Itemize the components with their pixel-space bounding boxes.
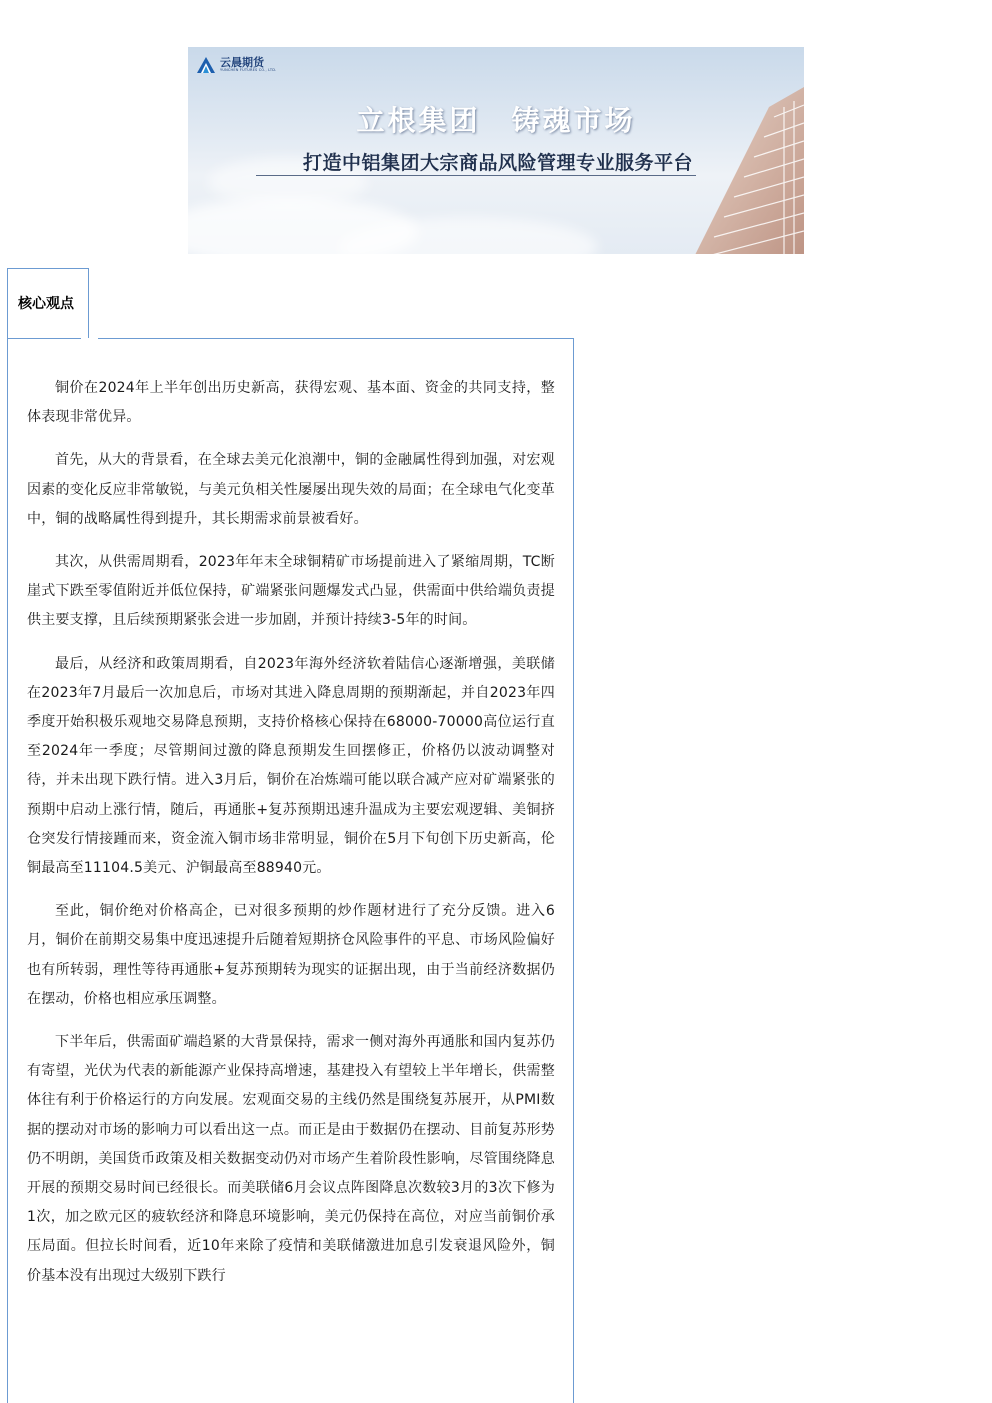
frame-right-border [573,338,574,1403]
subtitle-underline [256,175,696,176]
frame-left-border [7,338,8,1403]
paragraph-summary: 铜价在2024年上半年创出历史新高，获得宏观、基本面、资金的共同支持，整体表现非常优异。 [27,380,555,426]
banner-subtitle: 打造中铝集团大宗商品风险管理专业服务平台 [302,152,693,174]
paragraph-background: 首先，从大的背景看，在全球去美元化浪潮中，铜的金融属性得到加强，对宏观因素的变化反应非常敏锐，与美元负相关性屡屡出现失效的局面；在全球电气化变革中，铜的战略属性得到提升，其长期需求前景被看好。 [27,452,555,527]
paragraph-june-adjustment: 至此，铜价绝对价格高企，已对很多预期的炒作题材进行了充分反馈。进入6月，铜价在前期交易集中度迅速提升后随着短期挤仓风险事件的平息、市场风险偏好也有所转弱，理性等待再通胀+复苏预期转为现实的证据出现，由于当前经济数据仍在摆动，价格也相应承压调整。 [27,903,555,1007]
paragraph-policy-cycle: 最后，从经济和政策周期看，自2023年海外经济软着陆信心逐渐增强，美联储在2023年7月最后一次加息后，市场对其进入降息周期的预期渐起，并自2023年四季度开始积极乐观地交易降息预期，支持价格核心保持在68000-70000高位运行直至2024年一季度；尽管期间过激的降息预期发生回摆修正，价格仍以波动调整对待，并未出现下跌行情。进入3月后，铜价在冶炼端可能以联合减产应对矿端紧张的预期中启动上涨行情，随后，再通胀+复苏预期迅速升温成为主要宏观逻辑、美铜挤仓突发行情接踵而来，资金流入铜市场非常明显，铜价在5月下旬创下历史新高，伦铜最高至11104.5美元、沪铜最高至88940元。 [27,655,555,877]
logo-name: 云晨期货 [220,56,264,70]
article-body [27,374,555,1305]
paragraph-second-half-outlook: 下半年后，供需面矿端趋紧的大背景保持，需求一侧对海外再通胀和国内复苏仍有寄望，光伏为代表的新能源产业保持高增速，基建投入有望较上半年增长，供需整体往有利于价格运行的方向发展。宏观面交易的主线仍然是围绕复苏展开，从PMI数据的摆动对市场的影响力可以看出这一点。而正是由于数据仍在摆动、目前复苏形势仍不明朗，美国货币政策及相关数据变动仍对市场产生着阶段性影响，尽管围绕降息开展的预期交易时间已经很长。而美联储6月会议点阵图降息次数较3月的3次下修为1次，加之欧元区的疲软经济和降息环境影响，美元仍保持在高位，对应当前铜价承压局面。但拉长时间看，近10年来除了疫情和美联储激进加息引发衰退风险外，铜价基本没有出现过大级别下跌行 [27,1034,555,1284]
header-banner [188,47,804,254]
section-title: 核心观点 [18,296,74,312]
logo-mountain-icon [196,56,216,74]
frame-divider [7,338,81,339]
frame-divider [98,338,574,339]
paragraph-supply-demand: 其次，从供需周期看，2023年年末全球铜精矿市场提前进入了紧缩周期，TC断崖式下跌至零值附近并低位保持，矿端紧张问题爆发式凸显，供需面中供给端负责提供主要支撑，且后续预期紧张会进一步加剧，并预计持续3-5年的时间。 [27,554,555,629]
company-logo [196,56,276,74]
banner-slogan: 立根集团 铸魂市场 [356,104,636,137]
logo-english-name: YUNCHEN FUTURES CO., LTD. [220,68,277,73]
